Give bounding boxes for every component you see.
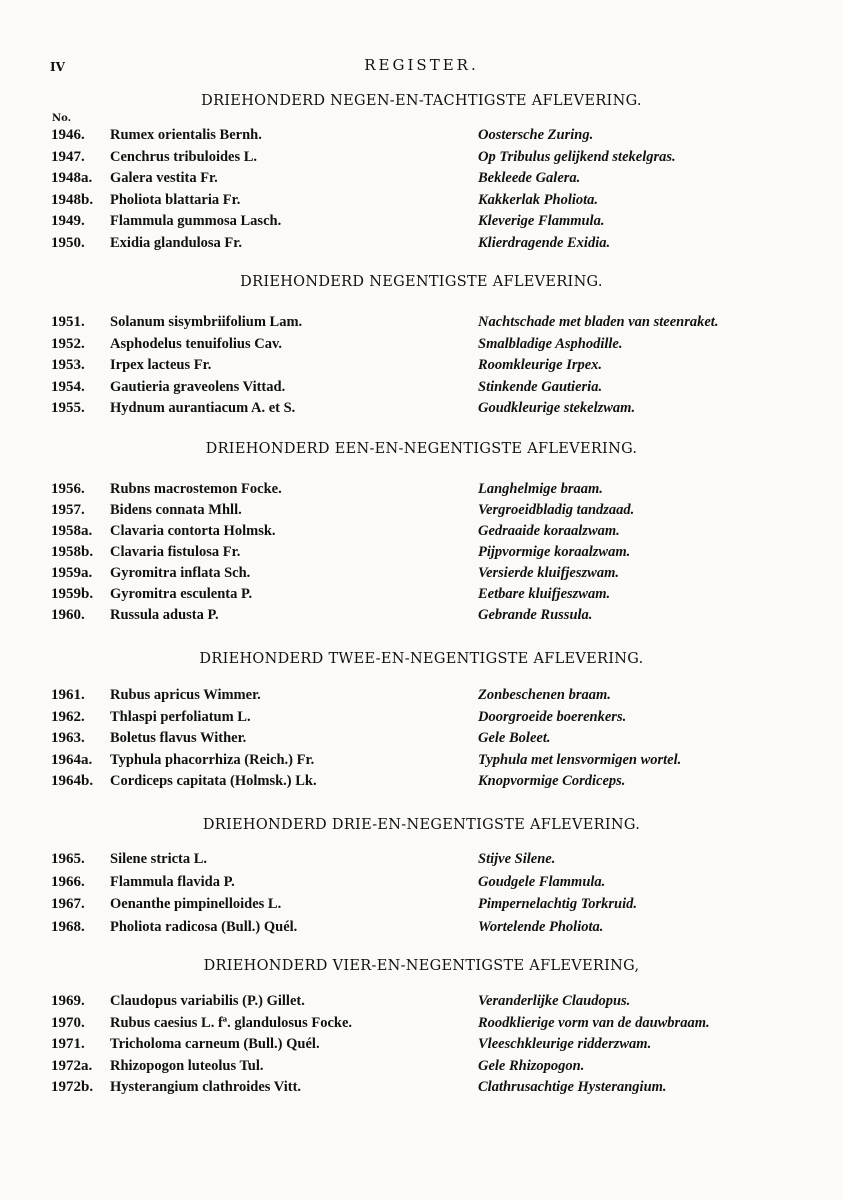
scientific-name: Russula adusta P. — [110, 607, 219, 623]
scientific-name: Thlaspi perfoliatum L. — [110, 708, 251, 725]
entry-number: 1948b. — [51, 191, 94, 208]
register-entry — [0, 993, 843, 1014]
scientific-name: Rubus apricus Wimmer. — [110, 687, 261, 703]
entry-number: 1972a. — [51, 1057, 93, 1074]
dutch-name: Gele Boleet. — [478, 730, 551, 747]
scientific-name: Boletus flavus Wither. — [110, 730, 247, 747]
dutch-name: Kleverige Flammula. — [478, 213, 605, 230]
register-entry — [0, 523, 843, 544]
entry-number: 1959a. — [51, 565, 93, 581]
entry-number: 1957. — [51, 502, 85, 518]
dutch-name: Langhelmige braam. — [478, 481, 603, 497]
entry-number: 1953. — [51, 357, 85, 374]
register-entry — [0, 586, 843, 607]
dutch-name: Pimpernelachtig Torkruid. — [478, 896, 637, 912]
scientific-name: Claudopus variabilis (P.) Gillet. — [110, 993, 305, 1009]
scientific-name: Rubus caesius L. fª. glandulosus Focke. — [110, 1014, 353, 1031]
register-entry — [0, 170, 843, 191]
register-entry — [0, 357, 843, 378]
dutch-name: Clathrusachtige Hysterangium. — [478, 1079, 667, 1096]
register-entry — [0, 687, 843, 708]
section-title: DRIEHONDERD VIER-EN-NEGENTIGSTE AFLEVERING, — [203, 958, 640, 974]
entry-number: 1950. — [51, 235, 85, 251]
scientific-name: Clavaria contorta Holmsk. — [110, 523, 276, 539]
register-entry — [0, 127, 843, 148]
entry-number: 1960. — [51, 607, 85, 623]
dutch-name: Nachtschade met bladen van steenraket. — [478, 314, 719, 330]
entry-number: 1949. — [51, 213, 85, 230]
entry-number: 1947. — [51, 148, 85, 165]
register-entry — [0, 502, 843, 523]
entry-number: 1971. — [51, 1036, 85, 1053]
register-entry — [0, 730, 843, 751]
dutch-name: Roomkleurige Irpex. — [478, 357, 603, 374]
scientific-name: Gyromitra inflata Sch. — [110, 565, 251, 581]
section-title: DRIEHONDERD DRIE-EN-NEGENTIGSTE AFLEVERING. — [202, 817, 641, 833]
dutch-name: Kakkerlak Pholiota. — [478, 191, 599, 208]
dutch-name: Gebrande Russula. — [478, 607, 593, 623]
register-entry — [0, 752, 843, 773]
number-column-label: No. — [52, 113, 72, 124]
entry-number: 1964a. — [51, 751, 93, 768]
scientific-name: Exidia glandulosa Fr. — [110, 235, 243, 251]
dutch-name: Goudkleurige stekelzwam. — [478, 400, 636, 417]
register-entry — [0, 235, 843, 256]
dutch-name: Vergroeidbladig tandzaad. — [478, 502, 635, 518]
dutch-name: Doorgroeide boerenkers. — [478, 708, 627, 725]
register-entry — [0, 709, 843, 730]
dutch-name: Bekleede Galera. — [478, 170, 581, 187]
register-entry — [0, 851, 843, 872]
register-entry — [0, 565, 843, 586]
dutch-name: Wortelende Pholiota. — [478, 918, 604, 935]
entry-number: 1958a. — [51, 523, 93, 539]
dutch-name: Typhula met lensvormigen wortel. — [478, 751, 682, 768]
entry-number: 1961. — [51, 687, 85, 703]
entry-number: 1968. — [51, 918, 85, 935]
dutch-name: Stijve Silene. — [478, 851, 556, 867]
page-number: IV — [50, 60, 65, 74]
entry-number: 1956. — [51, 481, 85, 497]
entry-number: 1946. — [51, 127, 85, 143]
dutch-name: Pijpvormige koraalzwam. — [478, 544, 631, 560]
scientific-name: Solanum sisymbriifolium Lam. — [110, 314, 303, 330]
scientific-name: Galera vestita Fr. — [110, 170, 218, 187]
scientific-name: Clavaria fistulosa Fr. — [110, 544, 241, 560]
entry-number: 1965. — [51, 851, 85, 867]
register-entry — [0, 149, 843, 170]
register-entry — [0, 874, 843, 895]
dutch-name: Gedraaide koraalzwam. — [478, 523, 620, 539]
dutch-name: Stinkende Gautieria. — [478, 378, 603, 395]
scientific-name: Typhula phacorrhiza (Reich.) Fr. — [110, 751, 315, 768]
register-entry — [0, 400, 843, 421]
entry-number: 1959b. — [51, 586, 94, 602]
scientific-name: Pholiota blattaria Fr. — [110, 191, 241, 208]
entry-number: 1962. — [51, 708, 85, 725]
register-entry — [0, 1036, 843, 1057]
register-entry — [0, 1079, 843, 1100]
section-title: DRIEHONDERD TWEE-EN-NEGENTIGSTE AFLEVERING. — [199, 651, 644, 667]
register-entry — [0, 481, 843, 502]
dutch-name: Vleeschkleurige ridderzwam. — [478, 1036, 652, 1053]
register-entry — [0, 607, 843, 628]
scientific-name: Asphodelus tenuifolius Cav. — [110, 335, 283, 352]
dutch-name: Oostersche Zuring. — [478, 127, 594, 143]
scientific-name: Tricholoma carneum (Bull.) Quél. — [110, 1036, 320, 1053]
entry-number: 1966. — [51, 873, 85, 890]
page-title: REGISTER. — [364, 56, 479, 74]
dutch-name: Versierde kluifjeszwam. — [478, 565, 619, 581]
entry-number: 1970. — [51, 1014, 85, 1031]
register-entry — [0, 1015, 843, 1036]
scientific-name: Oenanthe pimpinelloides L. — [110, 896, 282, 912]
scientific-name: Irpex lacteus Fr. — [110, 357, 212, 374]
dutch-name: Klierdragende Exidia. — [478, 235, 611, 251]
scientific-name: Cenchrus tribuloides L. — [110, 148, 258, 165]
scientific-name: Gyromitra esculenta P. — [110, 586, 253, 602]
dutch-name: Smalbladige Asphodille. — [478, 335, 623, 352]
scientific-name: Cordiceps capitata (Holmsk.) Lk. — [110, 773, 317, 790]
entry-number: 1967. — [51, 896, 85, 912]
scientific-name: Gautieria graveolens Vittad. — [110, 378, 286, 395]
scientific-name: Flammula flavida P. — [110, 873, 235, 890]
register-entry — [0, 192, 843, 213]
section-title: DRIEHONDERD EEN-EN-NEGENTIGSTE AFLEVERING. — [205, 441, 638, 457]
scientific-name: Hysterangium clathroides Vitt. — [110, 1079, 302, 1096]
entry-number: 1963. — [51, 730, 85, 747]
dutch-name: Roodklierige vorm van de dauwbraam. — [478, 1014, 710, 1031]
dutch-name: Zonbeschenen braam. — [478, 687, 611, 703]
entry-number: 1958b. — [51, 544, 94, 560]
entry-number: 1964b. — [51, 773, 94, 790]
scientific-name: Bidens connata Mhll. — [110, 502, 242, 518]
entry-number: 1969. — [51, 993, 85, 1009]
scientific-name: Rhizopogon luteolus Tul. — [110, 1057, 264, 1074]
register-entry — [0, 314, 843, 335]
section-title: DRIEHONDERD NEGENTIGSTE AFLEVERING. — [240, 274, 603, 290]
scientific-name: Hydnum aurantiacum A. et S. — [110, 400, 296, 417]
register-entry — [0, 213, 843, 234]
scientific-name: Flammula gummosa Lasch. — [110, 213, 282, 230]
entry-number: 1954. — [51, 378, 85, 395]
dutch-name: Knopvormige Cordiceps. — [478, 773, 626, 790]
entry-number: 1948a. — [51, 170, 93, 187]
scientific-name: Rumex orientalis Bernh. — [110, 127, 262, 143]
entry-number: 1951. — [51, 314, 85, 330]
dutch-name: Goudgele Flammula. — [478, 873, 606, 890]
register-entry — [0, 379, 843, 400]
dutch-name: Eetbare kluifjeszwam. — [478, 586, 611, 602]
entry-number: 1952. — [51, 335, 85, 352]
dutch-name: Gele Rhizopogon. — [478, 1057, 585, 1074]
register-entry — [0, 773, 843, 794]
scientific-name: Rubns macrostemon Focke. — [110, 481, 282, 497]
section-title: DRIEHONDERD NEGEN-EN-TACHTIGSTE AFLEVERING. — [201, 93, 642, 109]
register-entry — [0, 336, 843, 357]
dutch-name: Op Tribulus gelijkend stekelgras. — [478, 148, 676, 165]
register-entry — [0, 919, 843, 940]
entry-number: 1972b. — [51, 1079, 94, 1096]
register-entry — [0, 1058, 843, 1079]
scientific-name: Silene stricta L. — [110, 851, 208, 867]
register-entry — [0, 896, 843, 917]
register-entry — [0, 544, 843, 565]
scientific-name: Pholiota radicosa (Bull.) Quél. — [110, 918, 298, 935]
entry-number: 1955. — [51, 400, 85, 417]
dutch-name: Veranderlijke Claudopus. — [478, 993, 631, 1009]
